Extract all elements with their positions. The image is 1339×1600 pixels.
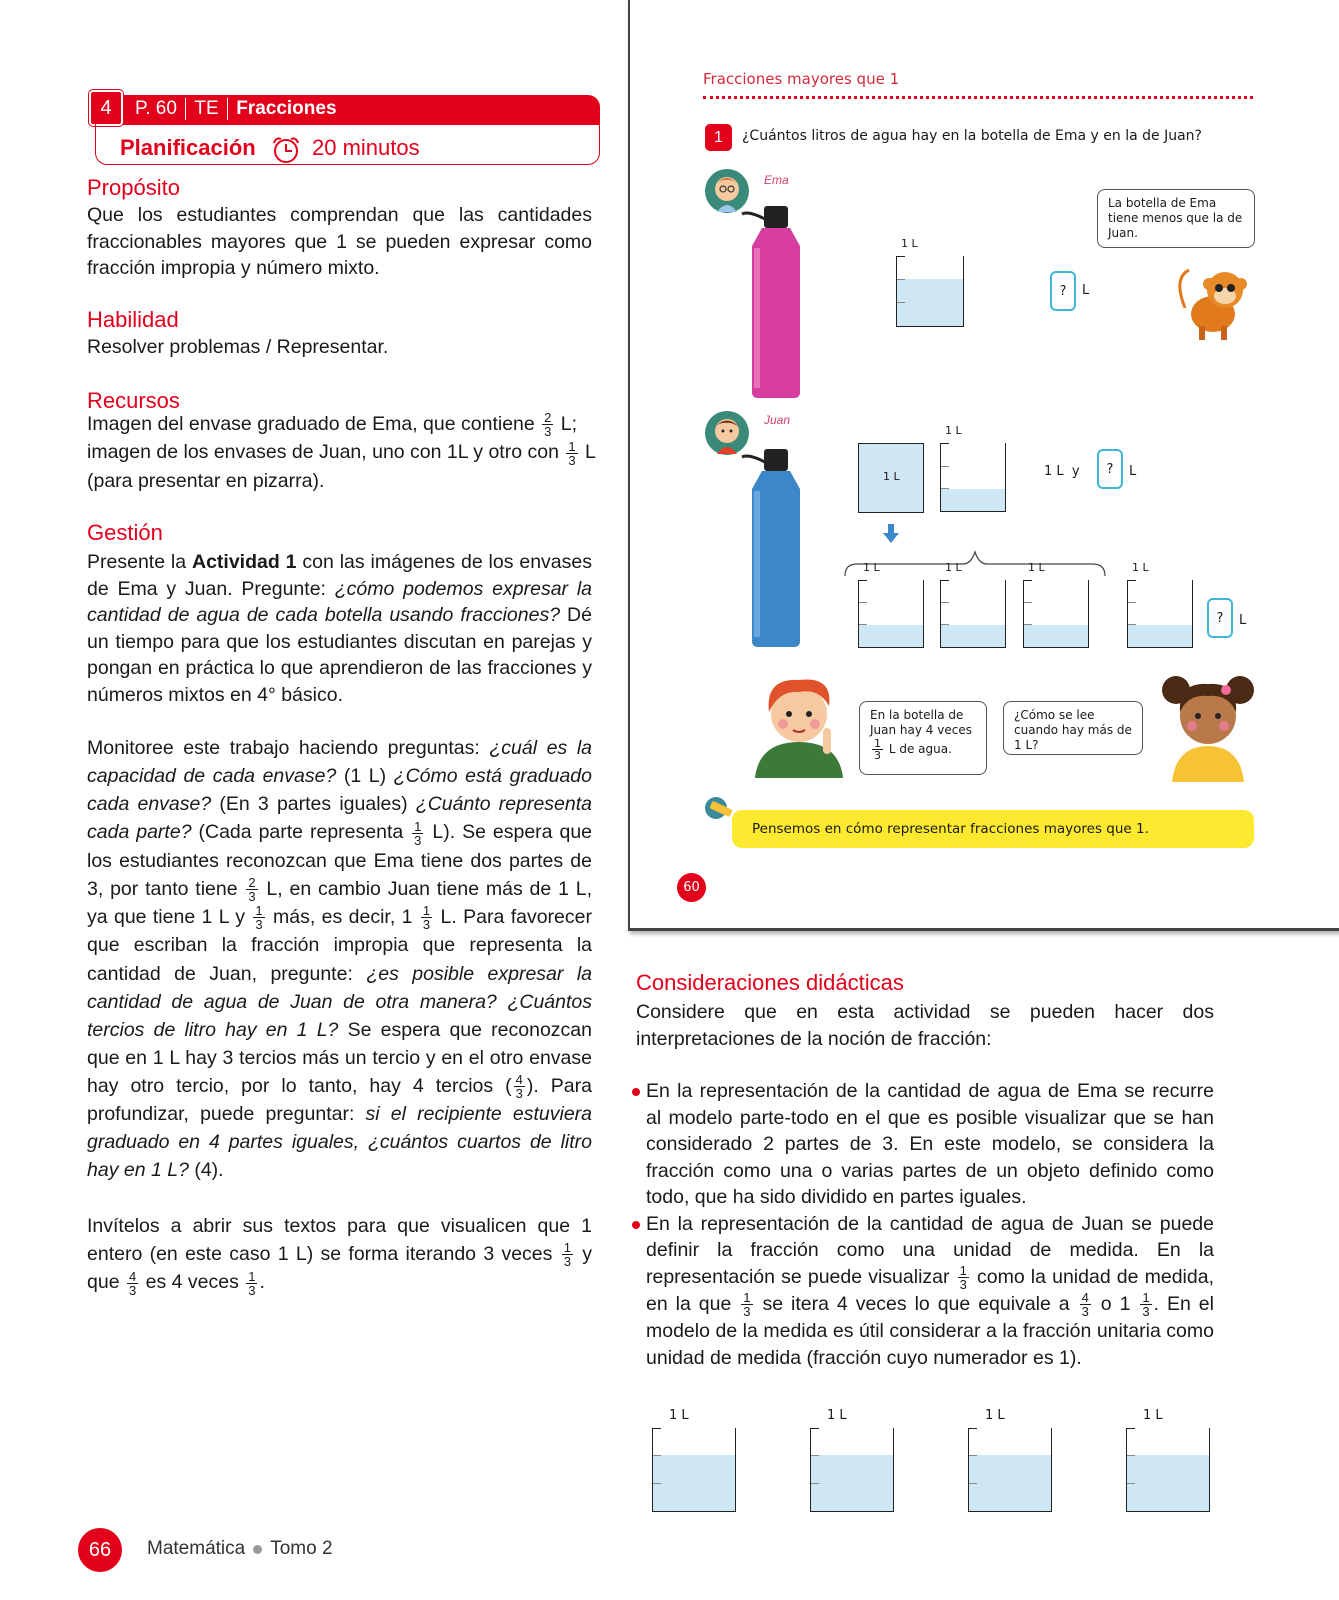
divider — [185, 98, 187, 120]
planning-label: Planificación — [120, 135, 256, 160]
volume-name: Tomo 2 — [270, 1538, 333, 1559]
topic-title: Fracciones — [236, 98, 337, 119]
page-number: 66 — [78, 1528, 122, 1572]
consideraciones-heading: Consideraciones didácticas — [636, 970, 904, 995]
monkey-speech-bubble: La botella de Ema tiene menos que la de Juan. — [1097, 189, 1255, 248]
subject-name: Matemática — [147, 1538, 246, 1559]
dotted-divider — [703, 96, 1253, 99]
gestion-text-1: Presente la Actividad 1 con las imágenes de los envases de Ema y Juan. Pregunte: ¿cómo podemos expresar la cantidad de agua de cada botella usando fracciones? Dé un tiempo para que los estudiantes discutan en parejas y pongan en práctica lo que aprendieron de las fracciones y números mixtos en 4° básico. — [87, 551, 592, 706]
header-text — [135, 98, 337, 120]
answer-box[interactable]: ? — [1207, 598, 1233, 638]
proposito-heading: Propósito — [87, 175, 180, 200]
answer-box[interactable]: ? — [1050, 271, 1076, 311]
hint-bar: Pensemos en cómo representar fracciones mayores que 1. — [732, 810, 1254, 848]
recursos-heading: Recursos — [87, 388, 180, 413]
list-item: En la representación de la cantidad de agua de Ema se recurre al modelo parte-todo en el que es posible visualizar que se han considerado 2 partes de 3. En este modelo, se considera la fracción como una o varias partes de un objeto definido como todo, que ha sido dividido en partes iguales. — [632, 1078, 1214, 1211]
girl-speech-bubble: ¿Cómo se lee cuando hay más de 1 L? — [1003, 701, 1143, 755]
container-label: 1 L — [863, 561, 880, 574]
container-label: 1 L — [945, 561, 962, 574]
third-container — [810, 1408, 894, 1512]
list-item: En la representación de la cantidad de agua de Juan se puede definir la fracción como una unidad de medida. En la representación se puede visualizar $\frac{1}{3}$ como la unidad de medida, en la que $\frac{1}{3}$ se itera 4 veces lo que equivale a $\frac{4}{3}$ o 1 $\frac{1}{3}$ . En el modelo de la medida es útil considerar a la fracción unitaria como unidad de medida (fracción cuyo numerador es 1). — [632, 1211, 1214, 1372]
liter-unit: L — [1082, 283, 1090, 298]
gestion-heading: Gestión — [87, 520, 163, 545]
habilidad-text: Resolver problemas / Representar. — [87, 336, 389, 358]
consideraciones-intro: Considere que en esta actividad se pueden hacer dos interpretaciones de la noción de fracción: — [636, 1001, 1214, 1050]
third-container — [652, 1408, 736, 1512]
container-label: 1 L — [1143, 1408, 1163, 1423]
proposito-text: Que los estudiantes comprendan que las cantidades fraccionables mayores que 1 se pueden expresar como fracción impropia y número mixto. — [87, 204, 592, 279]
alarm-clock-icon — [270, 135, 302, 165]
third-container — [1127, 561, 1193, 648]
juan-name: Juan — [764, 413, 791, 427]
container-label: 1 L — [901, 237, 918, 250]
liter-unit: L — [1239, 613, 1247, 628]
question-text: ¿Cuántos litros de agua hay en la botella de Ema y en la de Juan? — [742, 128, 1202, 144]
gestion-text-3: Invítelos a abrir sus textos para que visualicen que 1 entero (en este caso 1 L) se forma iterando 3 veces $\frac{1}{3}$ y que $\frac{4}{3}$ es 4 veces $\frac{1}{3}$ . — [87, 1215, 593, 1298]
juan-amount-phrase: 1 L y — [1044, 464, 1080, 479]
consideraciones-list — [632, 1078, 1214, 1371]
ema-container — [896, 237, 964, 327]
recursos-text: Imagen del envase graduado de Ema, que contiene $\frac{2}{3}$ L; imagen de los envases de Juan, uno con 1L y otro con $\frac{1}{3}$ L (para presentar en pizarra). — [87, 410, 596, 492]
arrow-down-icon — [882, 524, 900, 544]
boy-speech-bubble: En la botella de Juan hay 4 veces $\frac{1}{3}$ L de agua. — [859, 701, 987, 775]
girl-icon — [1158, 668, 1258, 782]
question-number: 1 — [705, 124, 732, 151]
container-label: 1 L — [827, 1408, 847, 1423]
juan-full-container — [858, 443, 924, 513]
brace-icon — [843, 550, 1107, 580]
third-container — [940, 561, 1006, 648]
third-container — [968, 1408, 1052, 1512]
container-label: 1 L — [669, 1408, 689, 1423]
container-label: 1 L — [1028, 561, 1045, 574]
third-container — [858, 561, 924, 648]
textbook-title: Fracciones mayores que 1 — [703, 70, 900, 88]
monkey-icon — [1175, 248, 1255, 344]
container-label: 1 L — [883, 470, 900, 483]
book-ref: TE — [194, 98, 219, 119]
page-ref: P. 60 — [135, 98, 177, 119]
container-label: 1 L — [945, 424, 962, 437]
container-label: 1 L — [985, 1408, 1005, 1423]
lesson-number: 4 — [89, 90, 123, 126]
juan-third-container — [940, 424, 1006, 512]
duration: 20 minutos — [312, 135, 420, 160]
third-container — [1023, 561, 1089, 648]
ema-name: Ema — [764, 173, 789, 187]
ema-bottle-icon — [738, 200, 828, 400]
third-container — [1126, 1408, 1210, 1512]
container-label: 1 L — [1132, 561, 1149, 574]
gestion-text-2: Monitoree este trabajo haciendo preguntas: ¿cuál es la capacidad de cada envase? (1 L) ¿Cómo está graduado cada envase? (En 3 partes iguales) ¿Cuánto representa cada parte? (Cada parte representa $\frac{1}{3}$ L). Se espera que los estudiantes reconozcan que Ema tiene dos partes de 3, por tanto tiene $\frac{2}{3}$ L, en cambio Juan tiene más de 1 L, ya que tiene 1 L y $\frac{1}{3}$ más, es decir, 1 $\frac{1}{3}$ L. Para favorecer que escriban la fracción impropia que representa la cantidad de Juan, pregunte: ¿es posible expresar la cantidad de agua de Juan de otra manera? ¿Cuántos tercios de litro hay en 1 L? Se espera que reconozcan que en 1 L hay 3 tercios más un tercio y en el otro envase hay otro tercio, por lo tanto, hay 4 tercios ( $\frac{4}{3}$ ). Para profundizar, puede preguntar: si el recipiente estuviera graduado en 4 partes iguales, ¿cuántos cuartos de litro hay en 1 L? (4). — [87, 737, 593, 1182]
footer-text — [147, 1538, 333, 1560]
textbook-page-number: 60 — [677, 873, 706, 902]
answer-box[interactable]: ? — [1097, 449, 1123, 489]
liter-unit: L — [1129, 464, 1137, 479]
boy-icon — [749, 672, 849, 778]
habilidad-heading: Habilidad — [87, 307, 179, 332]
boy-bubble-line1: En la botella de Juan hay 4 veces — [870, 708, 972, 737]
juan-bottle-icon — [738, 443, 828, 649]
divider — [227, 98, 229, 120]
separator-dot — [253, 1545, 262, 1554]
boy-bubble-line2: L de agua. — [888, 742, 952, 756]
